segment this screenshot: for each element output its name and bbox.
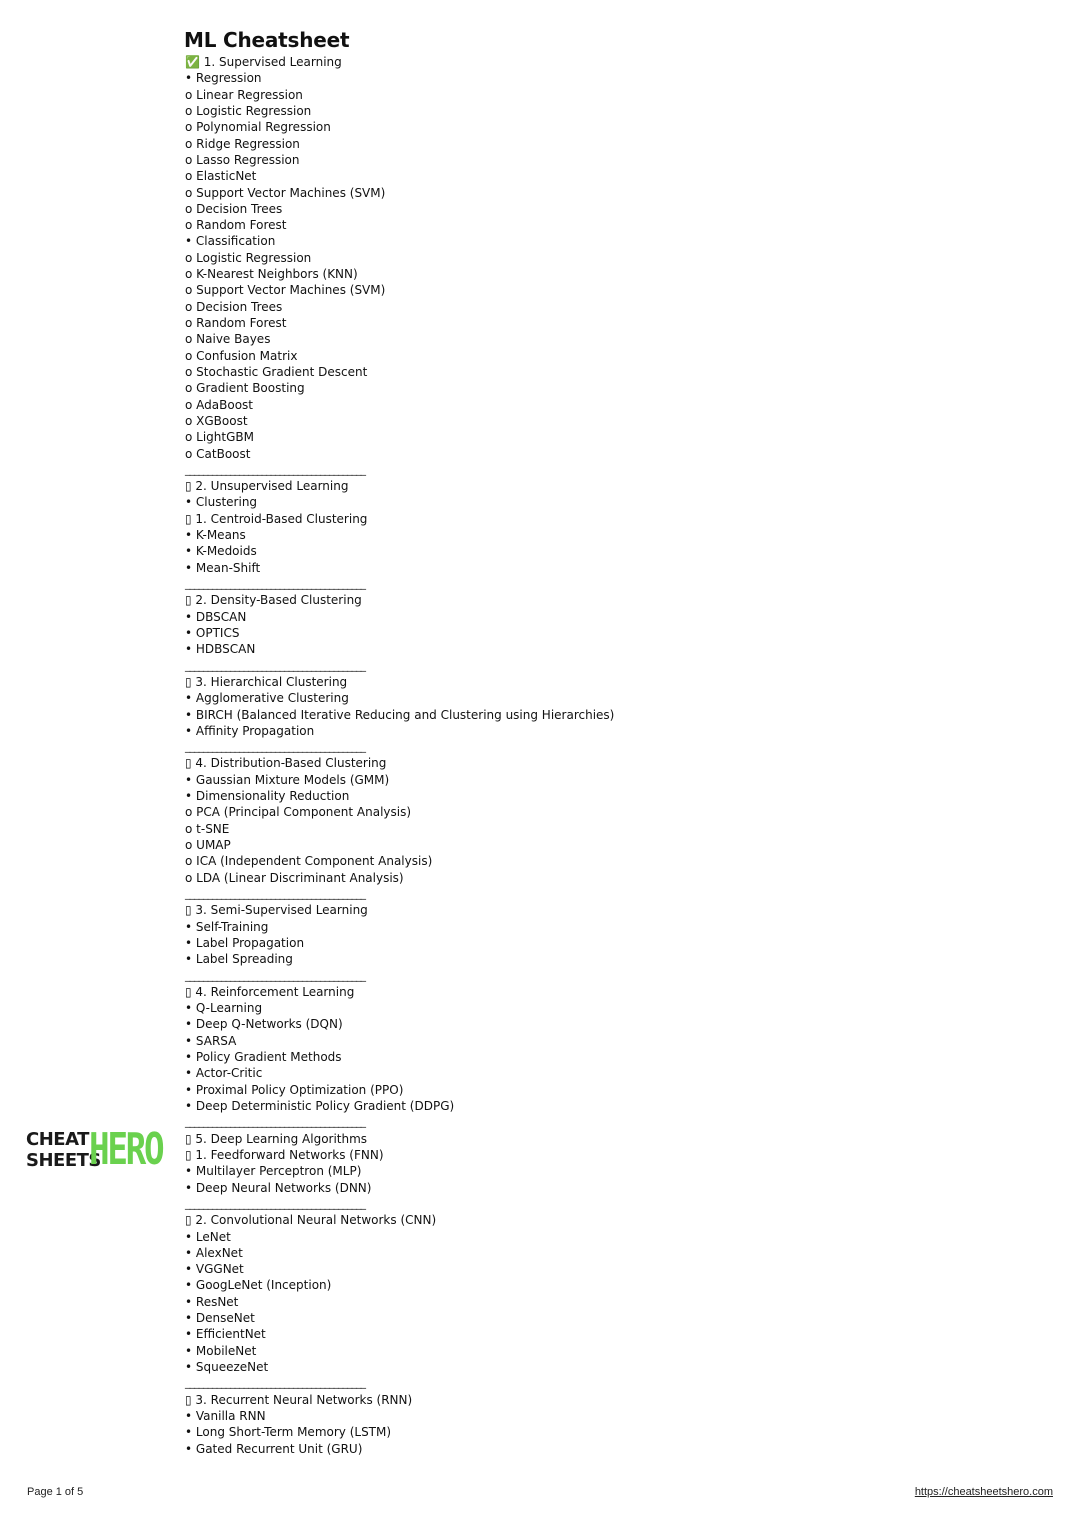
page-title: ML Cheatsheet <box>184 28 350 52</box>
divider: ________________________________________ <box>185 462 365 476</box>
divider: ________________________________________ <box>185 658 365 672</box>
list-item: o Support Vector Machines (SVM) <box>185 283 386 298</box>
list-item: ▯ 3. Semi-Supervised Learning <box>185 903 368 918</box>
list-item: • Deep Q-Networks (DQN) <box>185 1017 343 1032</box>
list-item: ✅ 1. Supervised Learning <box>185 55 342 69</box>
list-item: o Stochastic Gradient Descent <box>185 364 368 379</box>
list-item: o K-Nearest Neighbors (KNN) <box>185 267 358 282</box>
list-item: • BIRCH (Balanced Iterative Reducing and Clustering using Hierarchies) <box>185 707 615 722</box>
list-item: • Self-Training <box>185 919 269 934</box>
list-item: • Long Short-Term Memory (LSTM) <box>185 1425 392 1440</box>
list-item: ▯ 5. Deep Learning Algorithms <box>185 1131 368 1146</box>
logo-word-hero: HERO <box>89 1124 163 1175</box>
list-item: o LightGBM <box>185 430 254 445</box>
list-item: • Classification <box>185 234 276 249</box>
list-item: • Clustering <box>185 495 258 510</box>
list-item: o Polynomial Regression <box>185 120 331 135</box>
list-item: • SqueezeNet <box>185 1360 269 1374</box>
list-item: o Decision Trees <box>185 299 283 314</box>
list-item: • Actor-Critic <box>185 1066 263 1081</box>
list-item: ▯ 2. Unsupervised Learning <box>185 479 349 494</box>
list-item: ▯ 1. Centroid-Based Clustering <box>185 511 368 526</box>
list-item: • Mean-Shift <box>185 560 261 575</box>
list-item: • Gaussian Mixture Models (GMM) <box>185 772 390 787</box>
list-item: o Random Forest <box>185 218 287 233</box>
list-item: • Gated Recurrent Unit (GRU) <box>185 1441 363 1456</box>
list-item: • Multilayer Perceptron (MLP) <box>185 1164 362 1179</box>
list-item: o LDA (Linear Discriminant Analysis) <box>185 870 404 885</box>
list-item: o ICA (Independent Component Analysis) <box>185 854 433 869</box>
list-item: o t-SNE <box>185 821 230 836</box>
list-item: ▯ 3. Recurrent Neural Networks (RNN) <box>185 1392 413 1407</box>
list-item: • Label Propagation <box>185 935 305 950</box>
list-item: o Confusion Matrix <box>185 348 298 363</box>
list-item: o Random Forest <box>185 316 287 330</box>
list-item: ▯ 4. Reinforcement Learning <box>185 984 355 999</box>
list-item: • Policy Gradient Methods <box>185 1050 342 1065</box>
divider: ________________________________________ <box>185 577 365 590</box>
list-item: • AlexNet <box>185 1245 243 1260</box>
divider: ________________________________________ <box>185 1115 365 1129</box>
list-item: • GoogLeNet (Inception) <box>185 1278 332 1293</box>
list-item: ▯ 3. Hierarchical Clustering <box>185 674 348 689</box>
list-item: o Naive Bayes <box>185 332 271 347</box>
list-item: o XGBoost <box>185 413 248 428</box>
list-item: • Proximal Policy Optimization (PPO) <box>185 1082 404 1097</box>
list-item: • DenseNet <box>185 1311 255 1326</box>
list-item: o Linear Regression <box>185 87 303 102</box>
list-item: • OPTICS <box>185 625 240 640</box>
cheatsheets-hero-logo <box>26 1124 172 1175</box>
list-item: • Label Spreading <box>185 952 293 967</box>
list-item: • Deep Neural Networks (DNN) <box>185 1180 372 1195</box>
list-item: o Decision Trees <box>185 201 283 216</box>
list-item: • Q-Learning <box>185 1001 263 1016</box>
list-item: • VGGNet <box>185 1262 244 1277</box>
page-number: Page 1 of 5 <box>27 1486 84 1498</box>
list-item: o Support Vector Machines (SVM) <box>185 185 386 200</box>
list-item: • K-Medoids <box>185 544 257 559</box>
list-item: • SARSA <box>185 1033 237 1048</box>
list-item: • Agglomerative Clustering <box>185 691 349 706</box>
list-item: • Deep Deterministic Policy Gradient (DDPG) <box>185 1099 455 1113</box>
list-item: o Logistic Regression <box>185 103 312 118</box>
list-item: o PCA (Principal Component Analysis) <box>185 805 412 820</box>
logo-word-cheat: CHEAT <box>26 1129 89 1150</box>
list-item: • LeNet <box>185 1229 231 1244</box>
list-item: ▯ 4. Distribution-Based Clustering <box>185 756 387 771</box>
logo-word-sheets: SHEETS <box>26 1150 101 1171</box>
list-item: • HDBSCAN <box>185 642 256 657</box>
list-item: • MobileNet <box>185 1343 257 1358</box>
list-item: • Regression <box>185 71 262 86</box>
list-item: o Gradient Boosting <box>185 381 305 396</box>
list-item: ▯ 2. Convolutional Neural Networks (CNN) <box>185 1213 437 1228</box>
divider: ________________________________________ <box>185 1376 365 1390</box>
list-item: • EfficientNet <box>185 1327 266 1342</box>
list-item: o AdaBoost <box>185 397 253 412</box>
list-item: o CatBoost <box>185 446 251 461</box>
divider: ________________________________________ <box>185 968 365 982</box>
list-item: o Lasso Regression <box>185 152 300 167</box>
list-item: • Vanilla RNN <box>185 1408 266 1423</box>
divider: ________________________________________ <box>185 886 365 900</box>
divider: ________________________________________ <box>185 1196 365 1210</box>
list-item: • K-Means <box>185 528 246 543</box>
footer-link[interactable]: https://cheatsheetshero.com <box>914 1486 1053 1498</box>
list-item: • ResNet <box>185 1294 239 1309</box>
list-item: o Logistic Regression <box>185 250 312 265</box>
cheatsheet-list <box>185 54 825 1457</box>
list-item: ▯ 2. Density-Based Clustering <box>185 593 362 608</box>
list-item: ▯ 1. Feedforward Networks (FNN) <box>185 1147 384 1162</box>
list-item: o UMAP <box>185 838 231 852</box>
list-item: o Ridge Regression <box>185 136 300 151</box>
list-item: • Dimensionality Reduction <box>185 789 350 804</box>
list-item: o ElasticNet <box>185 169 257 184</box>
divider: ________________________________________ <box>185 740 365 754</box>
list-item: • DBSCAN <box>185 609 247 624</box>
list-item: • Affinity Propagation <box>185 723 315 738</box>
